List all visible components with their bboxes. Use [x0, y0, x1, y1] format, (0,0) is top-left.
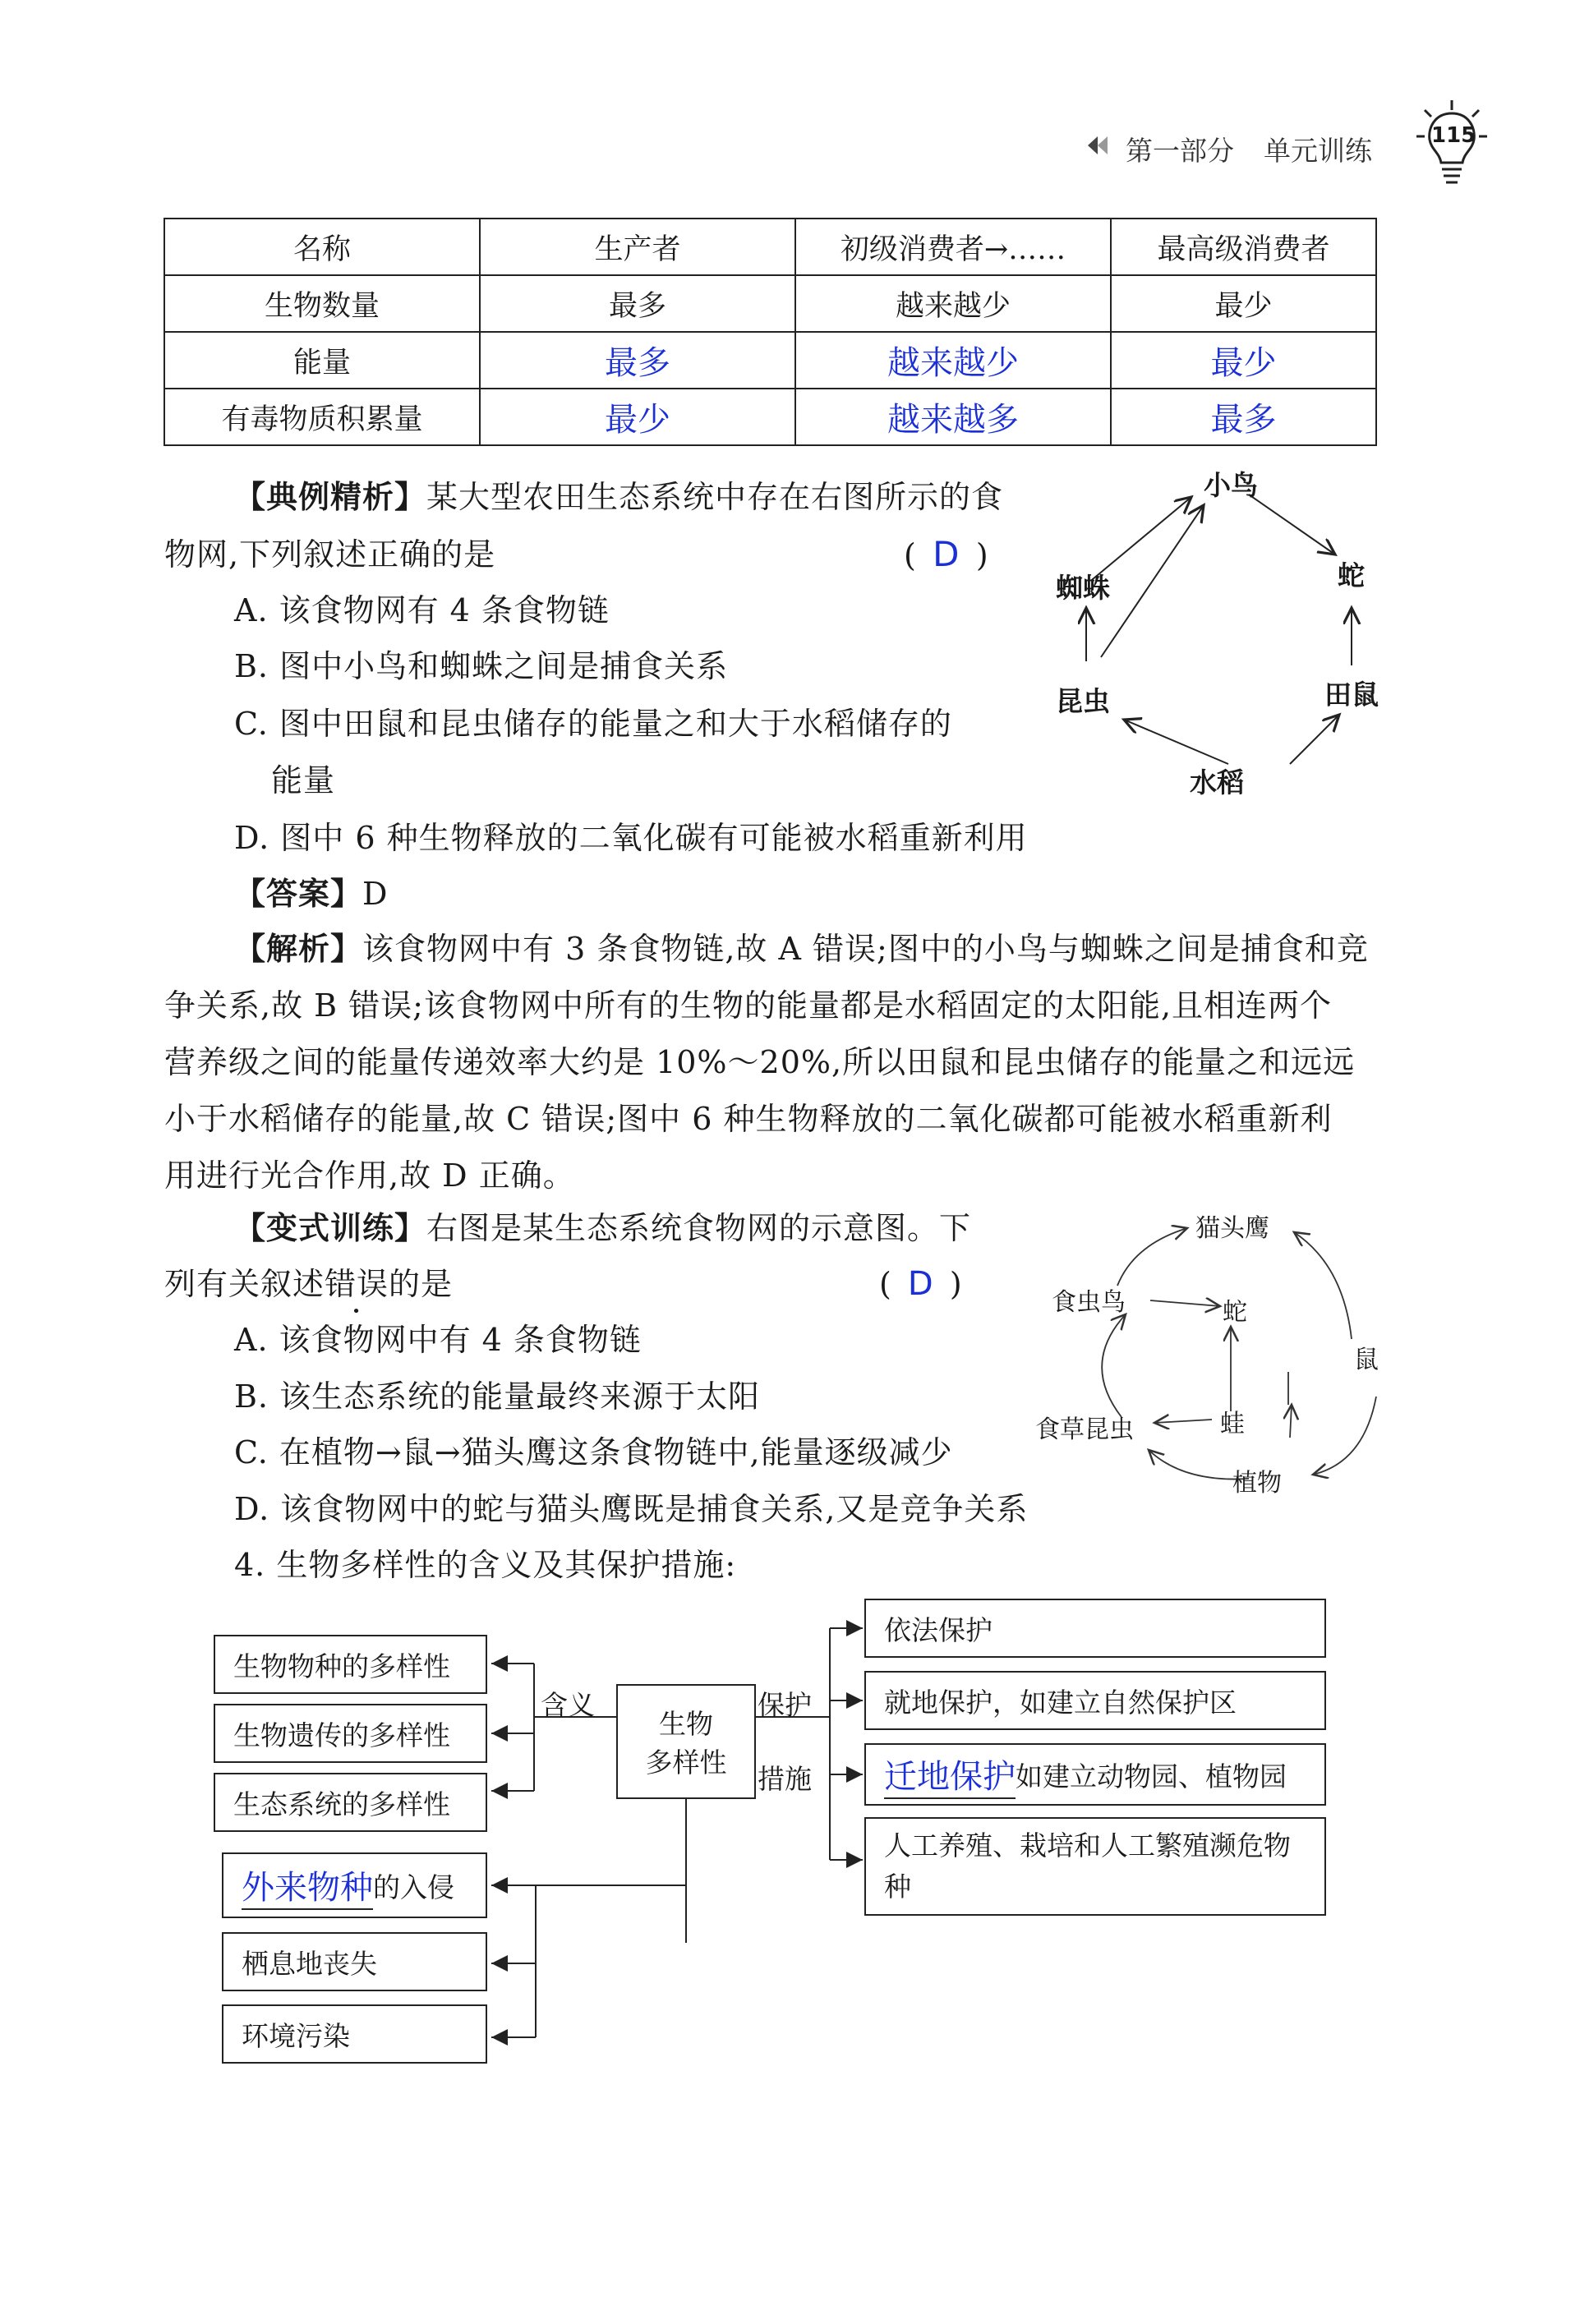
web1-node-vole: 田鼠 — [1324, 679, 1379, 711]
example-option: C. 图中田鼠和昆虫储存的能量之和大于水稻储存的 — [234, 706, 952, 742]
web1-node-bird: 小鸟 — [1204, 469, 1258, 501]
example-question-text1: 某大型农田生态系统中存在右图所示的食 — [426, 479, 1004, 515]
variant-answer-paren: ( D ) — [879, 1255, 963, 1313]
example-option: D. 图中 6 种生物释放的二氧化碳有可能被水稻重新利用 — [234, 820, 1028, 856]
measure-hand: 迁地保护 — [884, 1751, 1016, 1799]
threat-box: 环境污染 — [222, 2004, 487, 2064]
table-cell: 最少 — [1111, 275, 1376, 332]
web2-node-owl: 猫头鹰 — [1195, 1214, 1269, 1243]
table-header-cell: 最高级消费者 — [1111, 219, 1376, 275]
table-cell-handwritten: 最少 — [480, 389, 795, 445]
table-cell-handwritten: 最少 — [1111, 332, 1376, 389]
example-question-line1 — [234, 468, 1003, 526]
header-section: 第一部分 — [1126, 135, 1234, 167]
measure-box: 人工养殖、栽培和人工繁殖濒危物 种 — [864, 1817, 1326, 1916]
web2-node-plant: 植物 — [1232, 1469, 1282, 1498]
table-cell: 最多 — [480, 275, 795, 332]
analysis-line1: 【解析】该食物网中有 3 条食物链,故 A 错误;图中的小鸟与蜘蛛之间是捕食和竞 — [234, 931, 1369, 967]
web1-node-insect: 昆虫 — [1056, 685, 1110, 717]
table-row — [164, 332, 1376, 389]
example-option: A. 该食物网有 4 条食物链 — [234, 592, 610, 628]
header-unit: 单元训练 — [1264, 135, 1372, 167]
analysis-line: 用进行光合作用,故 D 正确。 — [164, 1157, 575, 1194]
table-row-label: 生物数量 — [164, 275, 480, 332]
example-option: 能量 — [271, 762, 336, 798]
meaning-box: 生物遗传的多样性 — [214, 1704, 487, 1763]
section4-heading: 4. 生物多样性的含义及其保护措施: — [234, 1547, 737, 1583]
table-header-cell: 名称 — [164, 219, 480, 275]
web2-node-insectbird: 食虫鸟 — [1052, 1288, 1126, 1317]
table-cell-handwritten: 越来越少 — [795, 332, 1111, 389]
meaning-label: 含义 — [541, 1689, 595, 1721]
example-question-text2: 物网,下列叙述正确的是 — [164, 536, 496, 573]
table-header-cell: 初级消费者→…… — [795, 219, 1111, 275]
protect-label: 保护 — [758, 1689, 812, 1721]
table-cell-handwritten: 越来越多 — [795, 389, 1111, 445]
variant-question-line2: 列有关叙述错误的是 — [164, 1255, 453, 1313]
example-answer-line: 【答案】D — [234, 876, 389, 912]
biodiversity-concept-map — [214, 1594, 1380, 2087]
analysis-line: 营养级之间的能量传递效率大约是 10%～20%,所以田鼠和昆虫储存的能量之和远远 — [164, 1044, 1356, 1080]
table-row-label: 能量 — [164, 332, 480, 389]
threat-box: 外来物种 的入侵 — [222, 1852, 487, 1918]
meaning-box: 生物物种的多样性 — [214, 1635, 487, 1694]
web2-node-frog: 蛙 — [1220, 1410, 1245, 1438]
example-tag: 【典例精析】 — [234, 479, 427, 515]
food-web-diagram-2 — [1027, 1199, 1397, 1512]
table-row — [164, 275, 1376, 332]
web1-node-spider: 蜘蛛 — [1056, 572, 1110, 604]
food-web-2-arrows — [1027, 1199, 1397, 1512]
analysis-line: 小于水稻储存的能量,故 C 错误;图中 6 种生物释放的二氧化碳都可能被水稻重新利 — [164, 1101, 1333, 1137]
variant-question-line1: 【变式训练】右图是某生态系统食物网的示意图。下 — [234, 1210, 972, 1246]
table-cell-handwritten: 最多 — [1111, 389, 1376, 445]
measure-box: 迁地保护 如建立动物园、植物园 — [864, 1743, 1326, 1806]
variant-answer-hand: D — [907, 1265, 934, 1303]
table-header-cell: 生产者 — [480, 219, 795, 275]
measure-label: 措施 — [758, 1763, 812, 1795]
measure-box: 依法保护 — [864, 1599, 1326, 1658]
web1-node-snake: 蛇 — [1338, 559, 1365, 591]
web2-node-mouse: 鼠 — [1354, 1346, 1379, 1374]
table-header-row — [164, 219, 1376, 275]
table-row-label: 有毒物质积累量 — [164, 389, 480, 445]
web2-node-snake: 蛇 — [1223, 1298, 1247, 1327]
table-cell: 越来越少 — [795, 275, 1111, 332]
analysis-line: 争关系,故 B 错误;该食物网中所有的生物的能量都是水稻固定的太阳能,且相连两个 — [164, 987, 1333, 1024]
food-web-diagram-1 — [1035, 460, 1413, 821]
variant-option: A. 该食物网中有 4 条食物链 — [234, 1322, 642, 1358]
emphasis-text: 错误 — [325, 1266, 389, 1302]
threat-box: 栖息地丧失 — [222, 1932, 487, 1991]
page-header — [1076, 123, 1569, 173]
table-row — [164, 389, 1376, 445]
back-arrow-icon — [1086, 135, 1111, 156]
center-box: 生物 多样性 — [616, 1684, 756, 1799]
threat-hand: 外来物种 — [242, 1862, 373, 1910]
variant-option: D. 该食物网中的蛇与猫头鹰既是捕食关系,又是竞争关系 — [234, 1491, 1029, 1527]
example-answer-hand: D — [933, 534, 960, 574]
web1-node-rice: 水稻 — [1190, 766, 1244, 798]
meaning-box: 生态系统的多样性 — [214, 1773, 487, 1832]
example-answer-value: D — [362, 876, 389, 912]
example-option: B. 图中小鸟和蜘蛛之间是捕食关系 — [234, 648, 729, 684]
page-number: 115 — [1431, 123, 1476, 148]
variant-option: C. 在植物→鼠→猫头鹰这条食物链中,能量逐级减少 — [234, 1434, 953, 1470]
measure-box: 就地保护，如建立自然保护区 — [864, 1671, 1326, 1730]
web2-node-herbinsect: 食草昆虫 — [1035, 1415, 1134, 1444]
variant-tag: 【变式训练】 — [234, 1210, 427, 1246]
example-answer-paren: ( D ) — [904, 526, 989, 584]
page-number-badge — [1415, 99, 1489, 189]
food-chain-table — [164, 218, 1377, 446]
table-cell-handwritten: 最多 — [480, 332, 795, 389]
variant-option: B. 该生态系统的能量最终来源于太阳 — [234, 1378, 761, 1415]
